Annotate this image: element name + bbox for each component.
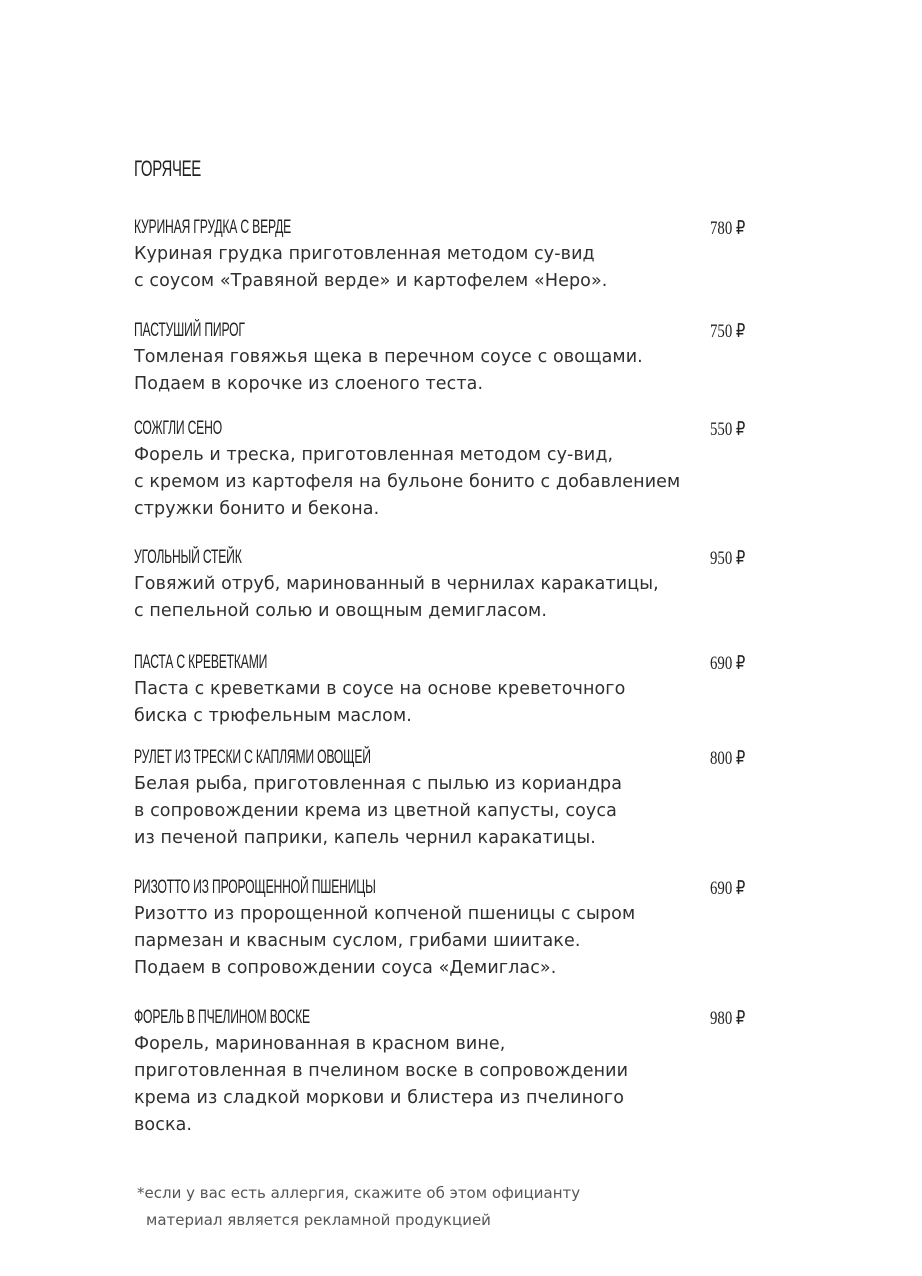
menu-item-name: ПАСТУШИЙ ПИРОГ <box>134 320 245 341</box>
footnote <box>137 1180 580 1234</box>
description-line: Форель и треска, приготовленная методом су-вид, <box>134 445 614 465</box>
menu-item-description <box>134 241 734 295</box>
menu-item-name: ПАСТА С КРЕВЕТКАМИ <box>134 652 268 673</box>
menu-item-description <box>134 442 734 523</box>
description-line: воска. <box>134 1115 193 1135</box>
menu-item-price: 980 ₽ <box>710 1008 746 1029</box>
menu-item-name: СОЖГЛИ СЕНО <box>134 418 222 439</box>
menu-item-description <box>134 901 734 982</box>
description-line: Форель, маринованная в красном вине, <box>134 1034 506 1054</box>
menu-item-name: РИЗОТТО ИЗ ПРОРОЩЕННОЙ ПШЕНИЦЫ <box>134 877 376 898</box>
description-line: Куриная грудка приготовленная методом су-вид <box>134 244 595 264</box>
description-line: Говяжий отруб, маринованный в чернилах каракатицы, <box>134 574 659 594</box>
menu-item-description <box>134 344 734 398</box>
description-line: Томленая говяжья щека в перечном соусе с овощами. <box>134 347 643 367</box>
description-line: в сопровождении крема из цветной капусты, соуса <box>134 801 617 821</box>
allergy-note: *если у вас есть аллергия, скажите об этом официанту <box>137 1184 581 1202</box>
description-line: Белая рыба, приготовленная с пылью из кориандра <box>134 774 623 794</box>
menu-item-price: 690 ₽ <box>710 653 746 674</box>
menu-item-description <box>134 771 734 852</box>
description-line: приготовленная в пчелином воске в сопровождении <box>134 1061 629 1081</box>
description-line: Паста с креветками в соусе на основе креветочного <box>134 679 626 699</box>
description-line: Ризотто из пророщенной копченой пшеницы с сыром <box>134 904 636 924</box>
section-title: ГОРЯЧЕЕ <box>134 156 201 181</box>
description-line: биска с трюфельным маслом. <box>134 706 412 726</box>
description-line: крема из сладкой моркови и блистера из пчелиного <box>134 1088 625 1108</box>
menu-item-description <box>134 571 734 625</box>
description-line: Подаем в корочке из слоеного теста. <box>134 374 484 394</box>
menu-item-price: 550 ₽ <box>710 419 746 440</box>
menu-item-price: 690 ₽ <box>710 878 746 899</box>
menu-item-name: РУЛЕТ ИЗ ТРЕСКИ С КАПЛЯМИ ОВОЩЕЙ <box>134 747 371 768</box>
menu-item-description <box>134 1031 734 1139</box>
menu-item-price: 750 ₽ <box>710 321 746 342</box>
menu-item-name: УГОЛЬНЫЙ СТЕЙК <box>134 547 242 568</box>
description-line: с соусом «Травяной верде» и картофелем «Неро». <box>134 271 608 291</box>
description-line: из печеной паприки, капель чернил каракатицы. <box>134 828 596 848</box>
menu-item-description <box>134 676 734 730</box>
menu-item-price: 780 ₽ <box>710 218 746 239</box>
description-line: Подаем в сопровождении соуса «Демиглас». <box>134 958 557 978</box>
menu-item-price: 800 ₽ <box>710 748 746 769</box>
menu-item-name: КУРИНАЯ ГРУДКА С ВЕРДЕ <box>134 217 292 238</box>
advertising-note: материал является рекламной продукцией <box>146 1211 491 1229</box>
description-line: пармезан и квасным суслом, грибами шиитаке. <box>134 931 581 951</box>
description-line: стружки бонито и бекона. <box>134 499 380 519</box>
description-line: с пепельной солью и овощным демигласом. <box>134 601 548 621</box>
menu-item-name: ФОРЕЛЬ В ПЧЕЛИНОМ ВОСКЕ <box>134 1007 310 1028</box>
menu-item-price: 950 ₽ <box>710 548 746 569</box>
description-line: с кремом из картофеля на бульоне бонито с добавлением <box>134 472 681 492</box>
